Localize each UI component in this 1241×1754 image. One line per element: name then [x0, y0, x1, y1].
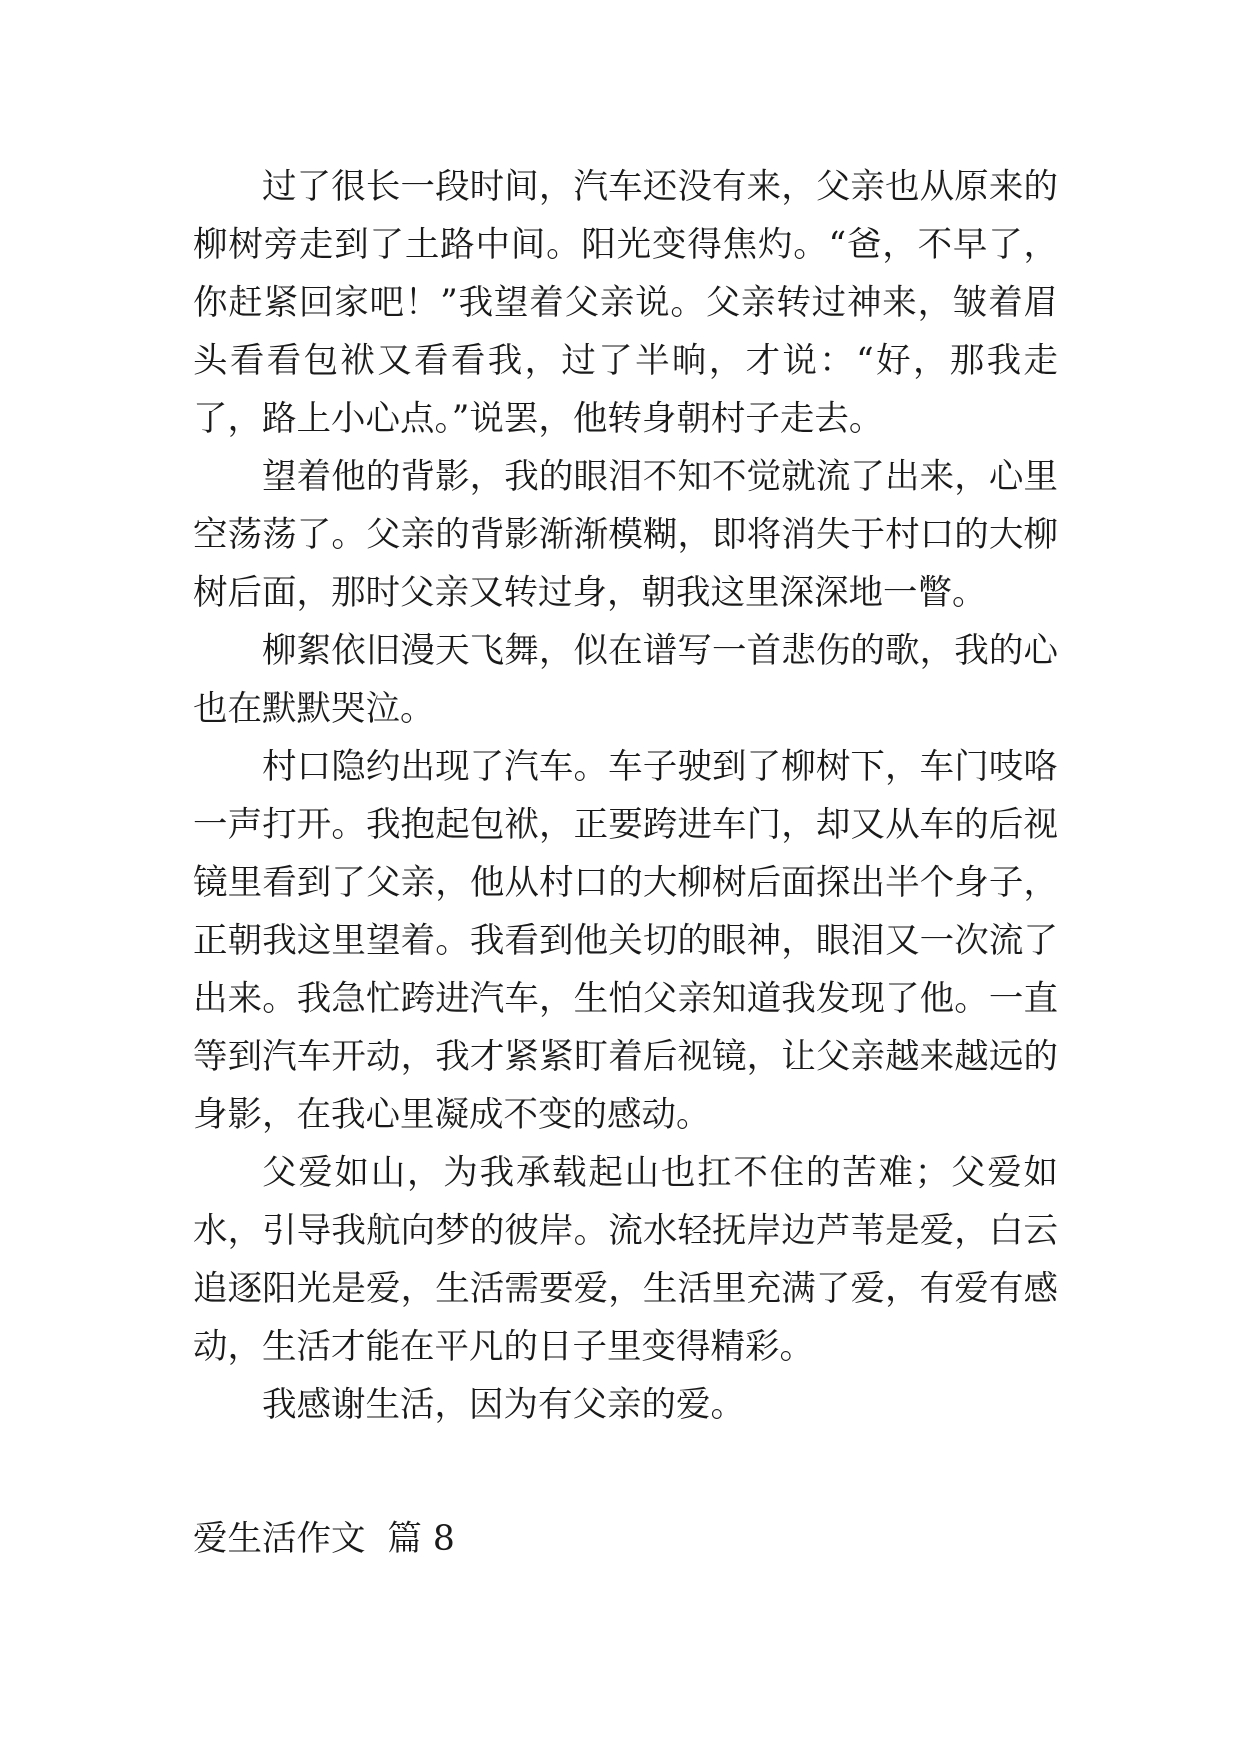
paragraph: 村口隐约出现了汽车。车子驶到了柳树下，车门吱咯一声打开。我抱起包袱，正要跨进车门，却又从车的后视镜里看到了父亲，他从村口的大柳树后面探出半个身子，正朝我这里望着。我看到他关切的眼神，眼泪又一次流了出来。我急忙跨进汽车，生怕父亲知道我发现了他。一直等到汽车开动，我才紧紧盯着后视镜，让父亲越来越远的身影，在我心里凝成不变的感动。	[193, 747, 1058, 1135]
paragraph: 我感谢生活，因为有父亲的爱。	[262, 1385, 745, 1425]
paragraph: 过了很长一段时间，汽车还没有来，父亲也从原来的柳树旁走到了土路中间。阳光变得焦灼。“爸，不早了，你赶紧回家吧！”我望着父亲说。父亲转过神来，皱着眉头看看包袱又看看我，过了半晌，才说：“好，那我走了，路上小心点。”说罢，他转身朝村子走去。	[193, 167, 1058, 439]
section-heading: 爱生活作文 篇 8	[193, 1519, 455, 1559]
paragraph: 柳絮依旧漫天飞舞，似在谱写一首悲伤的歌，我的心也在默默哭泣。	[193, 631, 1058, 729]
essay-body	[193, 158, 1058, 1434]
paragraph: 望着他的背影，我的眼泪不知不觉就流了出来，心里空荡荡了。父亲的背影渐渐模糊，即将消失于村口的大柳树后面，那时父亲又转过身，朝我这里深深地一瞥。	[193, 457, 1058, 613]
paragraph: 父爱如山，为我承载起山也扛不住的苦难；父爱如水，引导我航向梦的彼岸。流水轻抚岸边芦苇是爱，白云追逐阳光是爱，生活需要爱，生活里充满了爱，有爱有感动，生活才能在平凡的日子里变得精彩。	[193, 1153, 1058, 1367]
